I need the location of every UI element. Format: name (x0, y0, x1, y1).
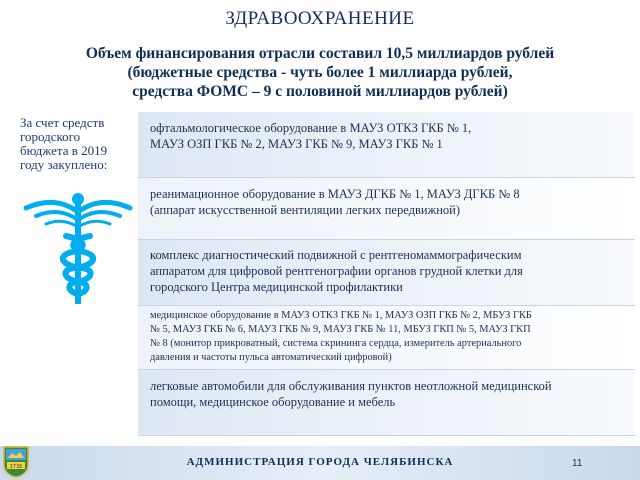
item-text-line: комплекс диагностический подвижной с рентгеномаммографическим (150, 248, 522, 262)
item-text-line: помощи, медицинское оборудование и мебель (150, 395, 396, 409)
left-caption-line: городского (20, 129, 81, 144)
caduceus-icon (22, 190, 134, 310)
item-text-line: офтальмологическое оборудование в МАУЗ ОТКЗ ГКБ № 1, (150, 121, 472, 135)
subtitle-line: Объем финансирования отрасли составил 10,5 миллиардов рублей (85, 45, 555, 62)
item-text-line: МАУЗ ОЗП ГКБ № 2, МАУЗ ГКБ № 9, МАУЗ ГКБ № 1 (150, 137, 443, 151)
item-text-line: (аппарат искусственной вентиляции легких передвижной) (150, 203, 460, 217)
footer-caption: АДМИНИСТРАЦИЯ ГОРОДА ЧЕЛЯБИНСКА (186, 456, 454, 468)
slide-subtitle (40, 44, 600, 101)
svg-text:1736: 1736 (9, 464, 23, 470)
list-item (138, 370, 635, 436)
left-caption-line: году закуплено: (20, 157, 108, 172)
left-caption-line: За счет средств (20, 115, 105, 130)
item-text-line: городского Центра медицинской профилактики (150, 280, 403, 294)
item-text-line: № 5, МАУЗ ГКБ № 6, МАУЗ ГКБ № 9, МАУЗ ГКБ № 11, МБУЗ ГКП № 5, МАУЗ ГКП (150, 324, 531, 335)
slide-title: ЗДРАВООХРАНЕНИЕ (225, 8, 415, 29)
item-text-line: легковые автомобили для обслуживания пунктов неотложной медицинской (150, 379, 552, 393)
list-item (138, 306, 635, 370)
left-caption (20, 116, 135, 172)
left-caption-line: бюджета в 2019 (20, 143, 108, 158)
list-item (138, 112, 635, 178)
item-text-line: аппаратом для цифровой рентгенографии органов грудной клетки для (150, 264, 523, 278)
list-item (138, 178, 635, 240)
page-number: 11 (572, 458, 583, 469)
subtitle-line: (бюджетные средства - чуть более 1 миллиарда рублей, (127, 64, 513, 81)
item-text-line: № 8 (монитор прикроватный, система скрининга сердца, измеритель артериального (150, 338, 522, 349)
item-text-line: медицинское оборудование в МАУЗ ОТКЗ ГКБ № 1, МАУЗ ОЗП ГКБ № 2, МБУЗ ГКБ (150, 310, 532, 321)
subtitle-line: средства ФОМС – 9 с половиной миллиардов рублей) (132, 83, 508, 100)
item-text-line: реанимационное оборудование в МАУЗ ДГКБ № 1, МАУЗ ДГКБ № 8 (150, 187, 520, 201)
list-item (138, 240, 635, 306)
item-text-line: давления и частоты пульса автоматический цифровой) (150, 352, 392, 363)
